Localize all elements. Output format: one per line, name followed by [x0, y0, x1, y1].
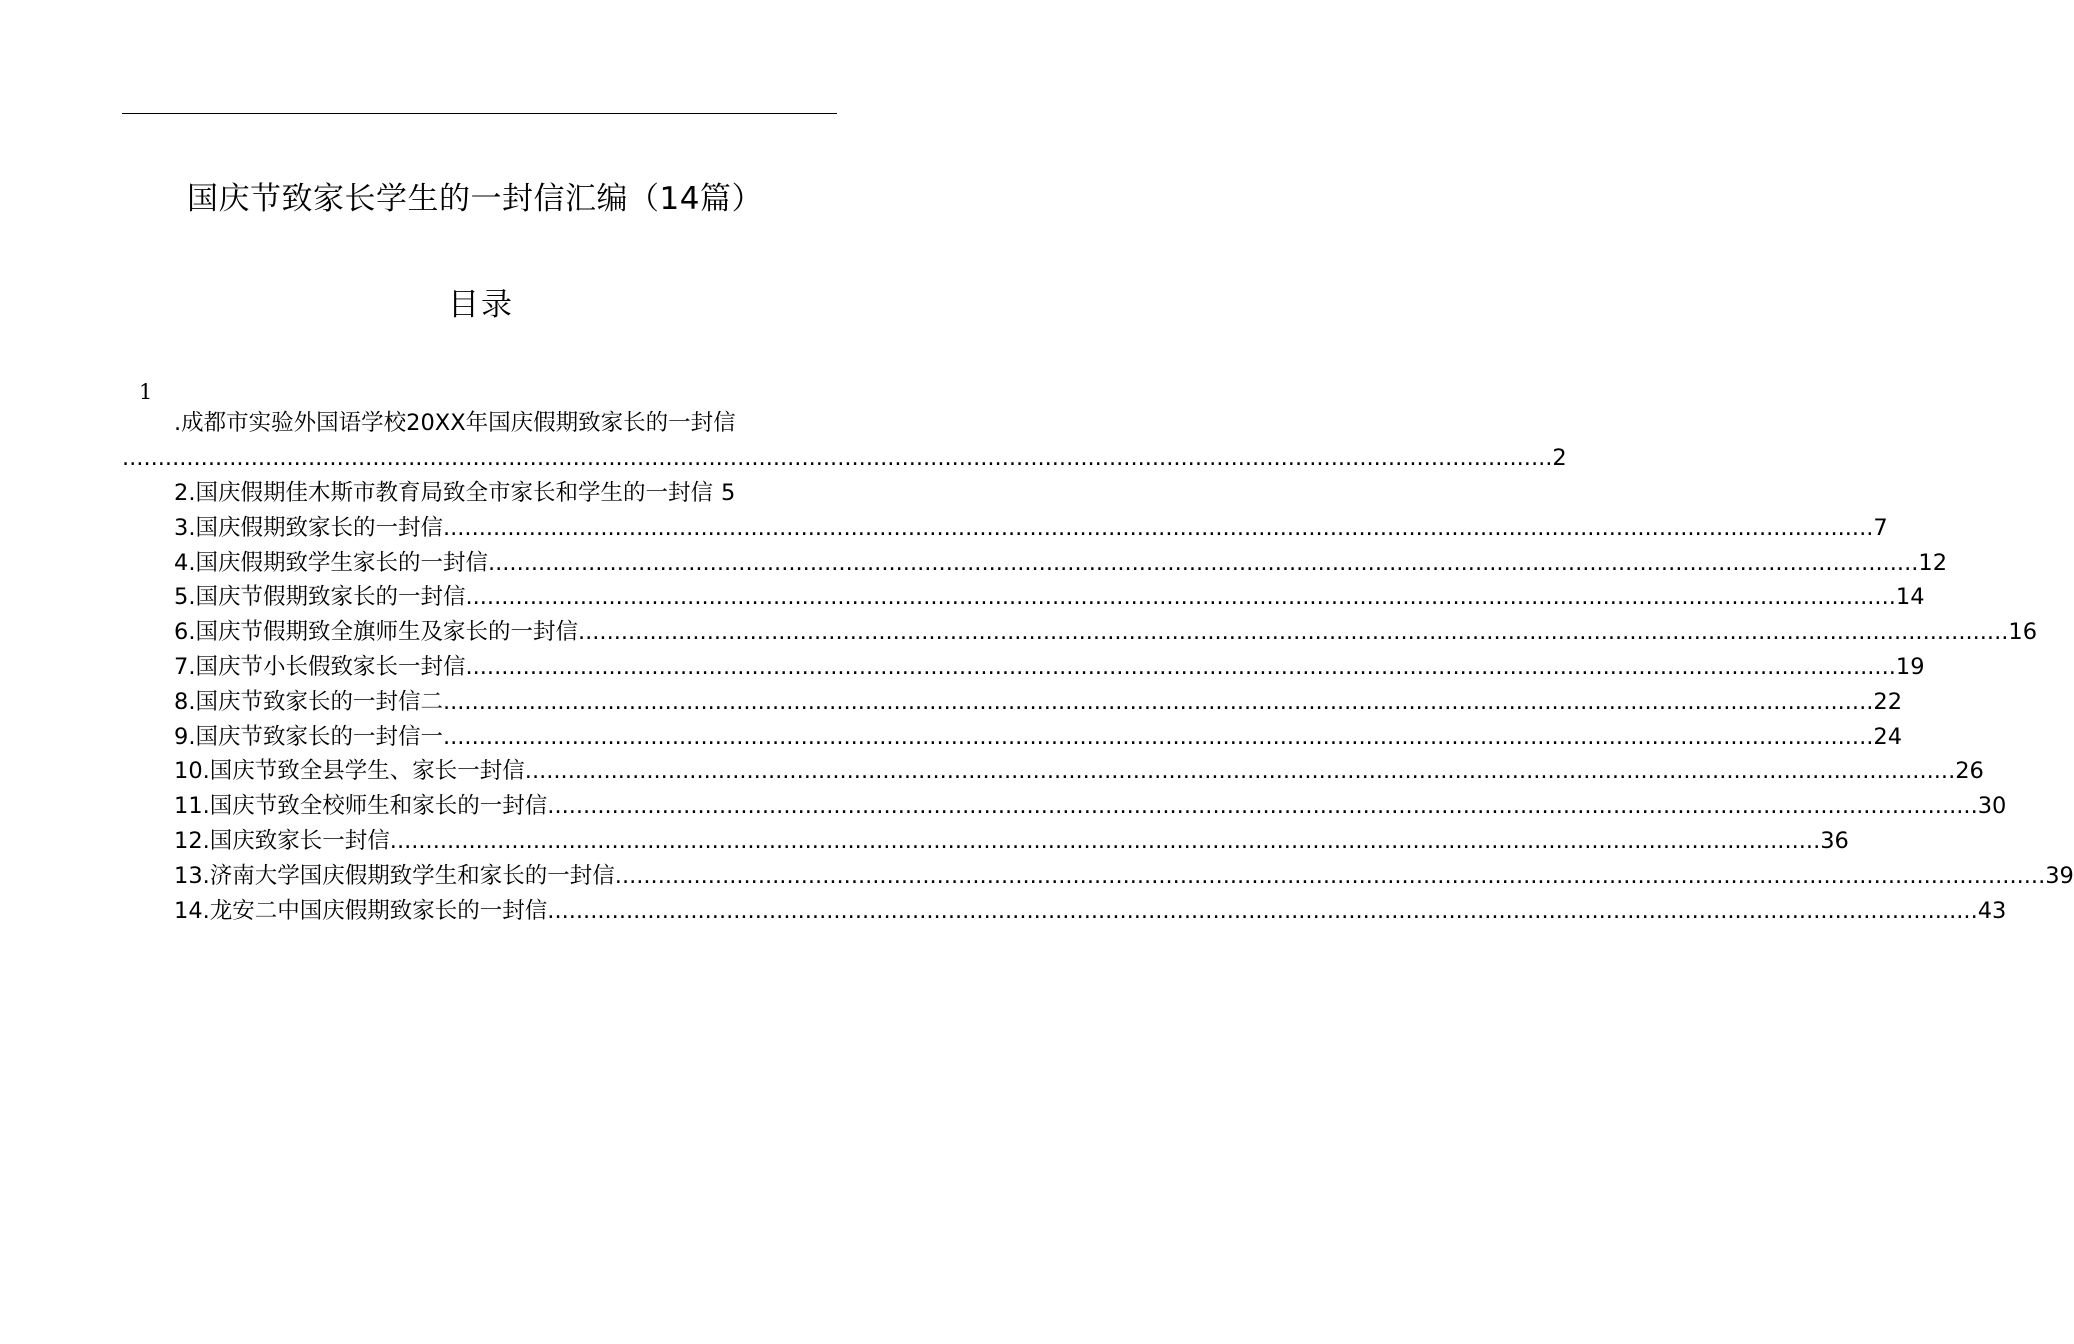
toc-entry[interactable] — [174, 791, 2007, 821]
toc-entry-page: 7 — [1873, 514, 1888, 541]
toc-entry[interactable] — [174, 582, 1925, 612]
toc-entry-page: 12 — [1918, 549, 1948, 576]
toc-entry[interactable] — [174, 513, 1888, 543]
toc-entry-title: 5.国庆节假期致家长的一封信 — [174, 584, 466, 611]
toc-entry-page: 5 — [720, 480, 736, 506]
toc-entry-title: 8.国庆节致家长的一封信二 — [174, 688, 443, 715]
toc-entry-title: 12.国庆致家长一封信 — [174, 828, 390, 854]
toc-entry-title: 7.国庆节小长假致家长一封信 — [174, 654, 466, 680]
document-title: 国庆节致家长学生的一封信汇编（14篇） — [187, 181, 763, 217]
toc-heading: 目录 — [448, 287, 514, 323]
toc-entry-page: 19 — [1895, 654, 1925, 680]
toc-leader-dots: ........................................................................................................................................................................................................ — [524, 758, 1956, 785]
toc-entry[interactable] — [174, 896, 2007, 926]
toc-entry[interactable] — [174, 652, 1925, 682]
toc-entry-page: 30 — [1977, 793, 2007, 820]
toc-entry-page: 16 — [2008, 619, 2038, 646]
toc-entry[interactable] — [174, 478, 834, 508]
toc-leader-dots: ........................................................................................................................................................................................................ — [614, 862, 2046, 889]
toc-entry-title: 14.龙安二中国庆假期致家长的一封信 — [174, 897, 548, 924]
toc-entry[interactable] — [174, 548, 1948, 578]
toc-leader-dots: ........................................................................................................................................................................................................ — [487, 549, 1919, 576]
toc-entry[interactable] — [174, 687, 1903, 717]
toc-leader-dots: ........................................................................................................................................................................................................ — [442, 688, 1874, 715]
header-rule — [122, 113, 837, 114]
toc-entry-1-title[interactable]: .成都市实验外国语学校20XX年国庆假期致家长的一封信 — [174, 410, 736, 436]
toc-entry-page: 39 — [2045, 862, 2074, 889]
toc-leader-dots: ........................................................................................................................................................................................................ — [122, 445, 1553, 471]
toc-leader-dots: ........................................................................................................................................................................................................ — [577, 619, 2009, 646]
toc-leader-dots: ........................................................................................................................................................................................................ — [465, 584, 1896, 611]
toc-leader-dots: ........................................................................................................................................................................................................ — [465, 654, 1896, 680]
toc-entry-title: 13.济南大学国庆假期致学生和家长的一封信 — [174, 862, 615, 889]
toc-entry-page: 43 — [1977, 897, 2007, 924]
toc-entry-title: 10.国庆节致全县学生、家长一封信 — [174, 758, 525, 785]
toc-entry-title: 6.国庆节假期致全旗师生及家长的一封信 — [174, 619, 578, 646]
toc-entry[interactable] — [174, 756, 1984, 786]
toc-leader-dots: ........................................................................................................................................................................................................ — [442, 514, 1874, 541]
toc-entry-page: 22 — [1873, 688, 1903, 715]
toc-entry-page: 14 — [1895, 584, 1925, 611]
toc-entry-title: 11.国庆节致全校师生和家长的一封信 — [174, 793, 548, 820]
toc-entry-title: 4.国庆假期致学生家长的一封信 — [174, 549, 488, 576]
toc-entry-page: 26 — [1955, 758, 1984, 785]
toc-entry-page: 24 — [1873, 723, 1903, 750]
toc-entry-1-leader-line[interactable] — [122, 443, 1567, 473]
toc-entry[interactable] — [174, 861, 2074, 891]
toc-entry[interactable] — [174, 722, 1903, 752]
toc-entry-title: 2.国庆假期佳木斯市教育局致全市家长和学生的一封信 — [174, 480, 713, 506]
toc-leader-dots: ........................................................................................................................................................................................................ — [547, 897, 1978, 924]
toc-entry-title: 9.国庆节致家长的一封信一 — [174, 723, 443, 750]
toc-entry-1-page: 2 — [1552, 445, 1567, 471]
toc-entry[interactable] — [174, 826, 1849, 856]
toc-entry-title: 3.国庆假期致家长的一封信 — [174, 514, 443, 541]
toc-leader-dots: ........................................................................................................................................................................................................ — [389, 828, 1821, 854]
toc-entry-1-number: 1 — [139, 380, 153, 404]
toc-entry-page: 36 — [1820, 828, 1849, 854]
toc-leader-dots: ........................................................................................................................................................................................................ — [547, 793, 1978, 820]
toc-entry[interactable] — [174, 617, 2038, 647]
toc-leader-dots: ........................................................................................................................................................................................................ — [442, 723, 1874, 750]
